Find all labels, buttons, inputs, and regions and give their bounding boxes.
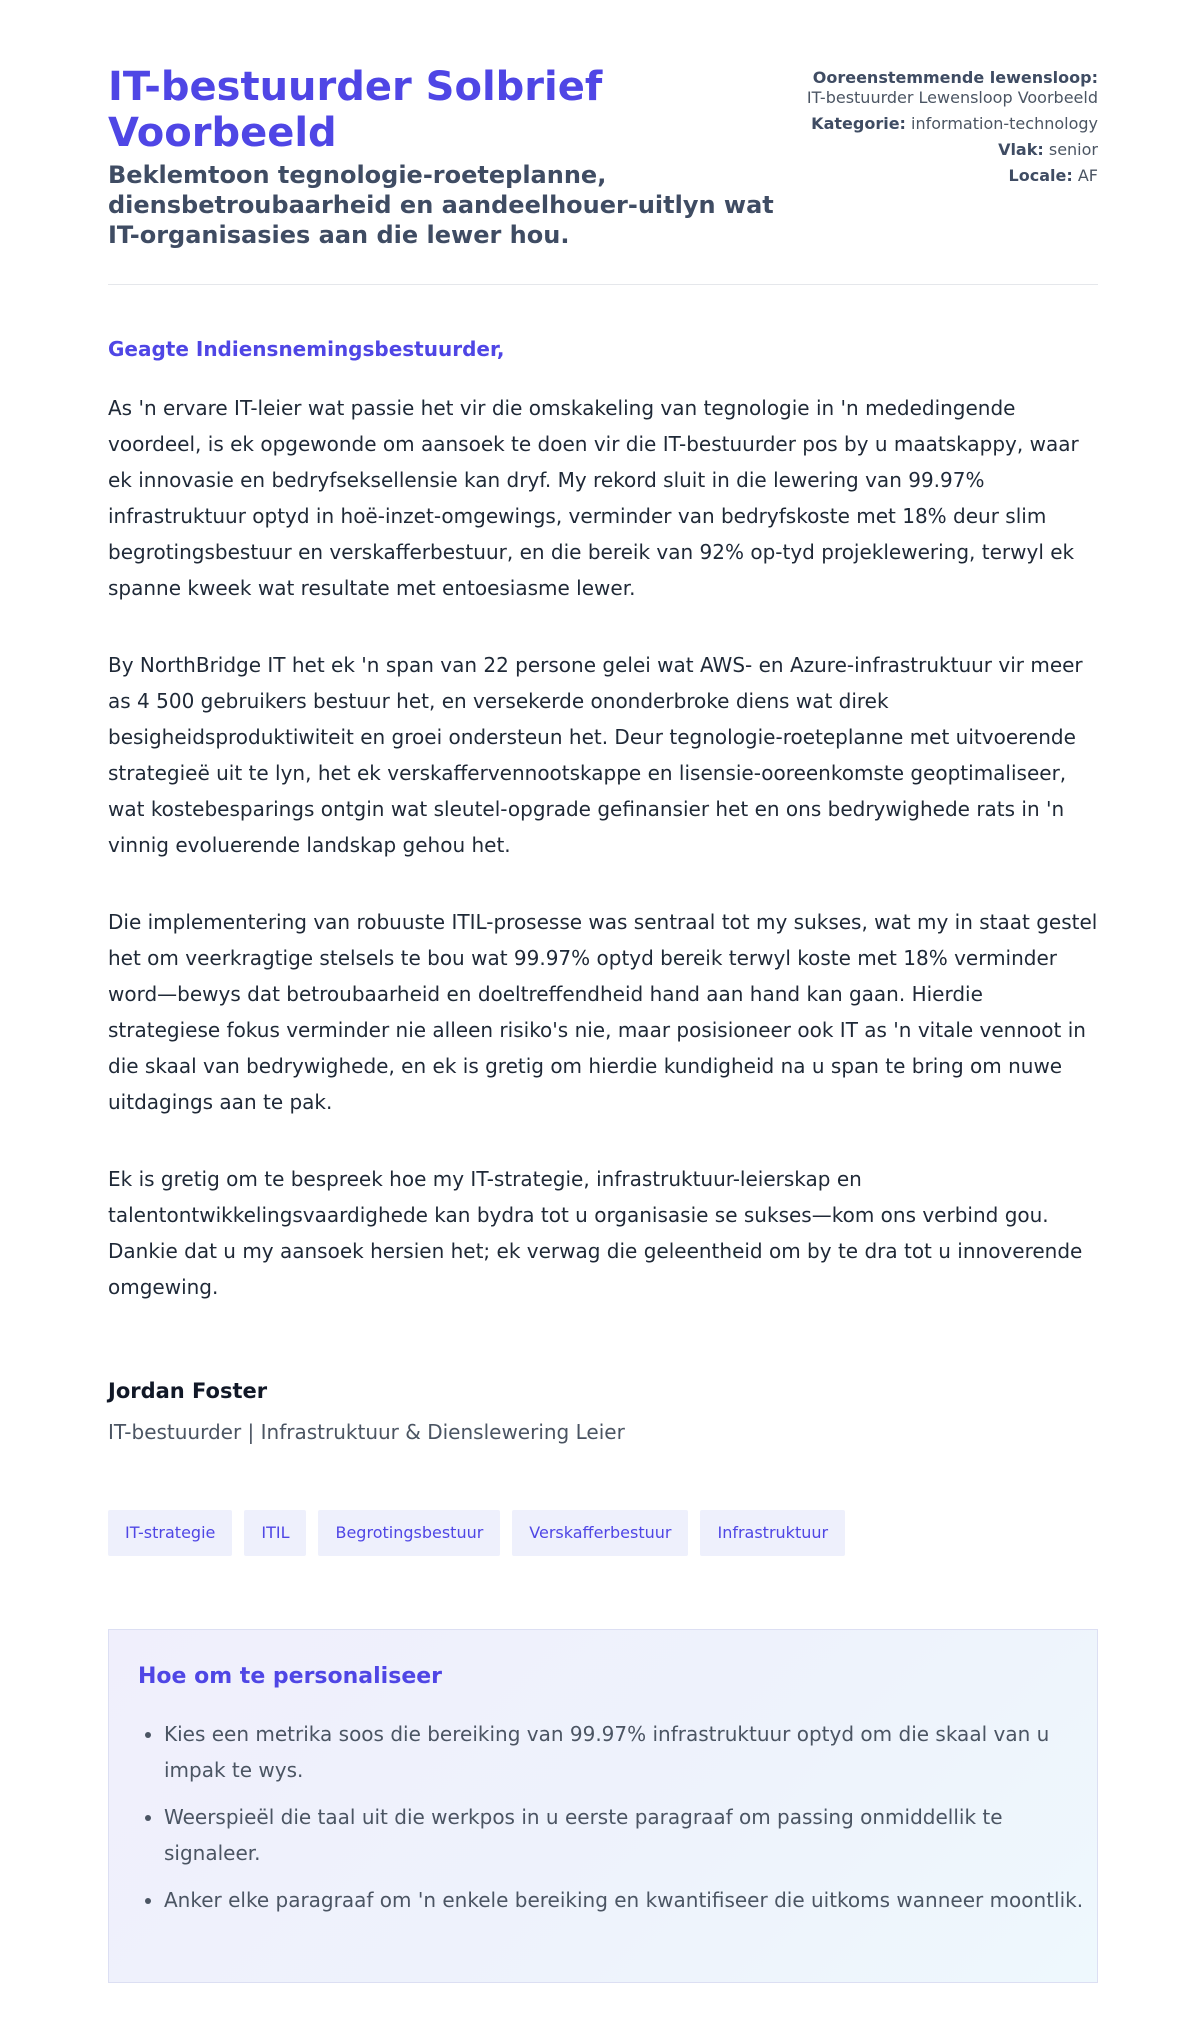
meta-level (798, 140, 1098, 160)
page-title: IT-bestuurder Solbrief Voorbeeld (108, 64, 603, 156)
tag-itil: ITIL (244, 1510, 306, 1556)
tips-list-item: • Kies een metrika soos die bereiking van 99.97% infrastruktuur optyd om die skaal van u impak te wys. (164, 1716, 1084, 1788)
tips-list-item: • Anker elke paragraaf om 'n enkele bereiking en kwantifiseer die uitkoms wanneer moontlik. (164, 1882, 1084, 1918)
tag-budget-management: Begrotingsbestuur (318, 1510, 500, 1556)
page-header (108, 0, 1098, 285)
letter-paragraph-2: By NorthBridge IT het ek 'n span van 22 persone gelei wat AWS- en Azure-infrastruktuur vir meer as 4 500 gebruikers bestuur het, en versekerde ononderbroke diens wat direk besigheidsproduktiwiteit en groei ondersteun het. Deur tegnologie-roeteplanne met uitvoerende strategieë uit te lyn, het ek verskaffervennootskappe en lisensie-ooreenkomste geoptimaliseer, wat kostebesparings ontgin wat sleutel-opgrade gefinansier het en ons bedrywighede rats in 'n vinnig evoluerende landskap gehou het. (108, 653, 1083, 857)
meta-resume (798, 68, 1098, 108)
meta-locale (798, 166, 1098, 186)
letter-paragraph-4: Ek is gretig om te bespreek hoe my IT-strategie, infrastruktuur-leierskap en talentontwikkelingsvaardighede kan bydra tot u organisasie se sukses—kom ons verbind gou. Dankie dat u my aansoek hersien het; ek verwag die geleentheid om by te dra tot u innoverende omgewing. (108, 1167, 1083, 1299)
meta-panel (798, 68, 1098, 192)
letter-paragraph-3: Die implementering van robuuste ITIL-prosesse was sentraal tot my sukses, wat my in staat gestel het om veerkragtige stelsels te bou wat 99.97% optyd bereik terwyl koste met 18% verminder word—bewys dat betroubaarheid en doeltreffendheid hand aan hand kan gaan. Hierdie strategiese fokus verminder nie alleen risiko's nie, maar posisioneer ook IT as 'n vitale vennoot in die skaal van bedrywighede, en ek is gretig om hierdie kundigheid na u span te bring om nuwe uitdagings aan te pak. (108, 910, 1098, 1114)
tips-title: Hoe om te personaliseer (138, 1664, 443, 1689)
signature-role: IT-bestuurder | Infrastruktuur & Dienslewering Leier (108, 1420, 625, 1444)
tips-list (138, 1716, 1084, 1929)
cover-letter-page (108, 0, 1098, 1912)
header-divider (108, 284, 1098, 285)
letter-paragraph-1: As 'n ervare IT-leier wat passie het vir die omskakeling van tegnologie in 'n mededingende voordeel, is ek opgewonde om aansoek te doen vir die IT-bestuurder pos by u maatskappy, waar ek innovasie en bedryfseksellensie kan dryf. My rekord sluit in die lewering van 99.97% infrastruktuur optyd in hoë-inzet-omgewings, verminder van bedryfskoste met 18% deur slim begrotingsbestuur en verskafferbestuur, en die bereik van 92% op-tyd projeklewering, terwyl ek spanne kweek wat resultate met entoesiasme lewer. (108, 396, 1079, 600)
meta-level-label: Vlak: (998, 140, 1044, 159)
signature-name: Jordan Foster (108, 1379, 268, 1403)
tag-it-strategy: IT-strategie (108, 1510, 232, 1556)
meta-locale-label: Locale: (1008, 166, 1073, 185)
tips-list-item: • Weerspieël die taal uit die werkpos in u eerste paragraaf om passing onmiddellik te signaleer. (164, 1799, 1084, 1871)
skill-tags (108, 1510, 845, 1556)
meta-level-value: senior (1048, 140, 1098, 159)
meta-resume-value: IT-bestuurder Lewensloop Voorbeeld (806, 88, 1098, 107)
meta-resume-label: Ooreenstemmende lewensloop: (812, 68, 1098, 87)
letter-greeting: Geagte Indiensnemingsbestuurder, (108, 337, 505, 361)
meta-category-value: information-technology (911, 114, 1098, 133)
meta-category (798, 114, 1098, 134)
meta-locale-value: AF (1077, 166, 1098, 185)
tag-vendor-management: Verskafferbestuur (512, 1510, 688, 1556)
personalization-tips-box (108, 1629, 1098, 1983)
page-subtitle: Beklemtoon tegnologie-roeteplanne, diensbetroubaarheid en aandeelhouer-uitlyn wat IT-organisasies aan die lewer hou. (108, 161, 774, 249)
meta-category-label: Kategorie: (811, 114, 906, 133)
tag-infrastructure: Infrastruktuur (700, 1510, 845, 1556)
